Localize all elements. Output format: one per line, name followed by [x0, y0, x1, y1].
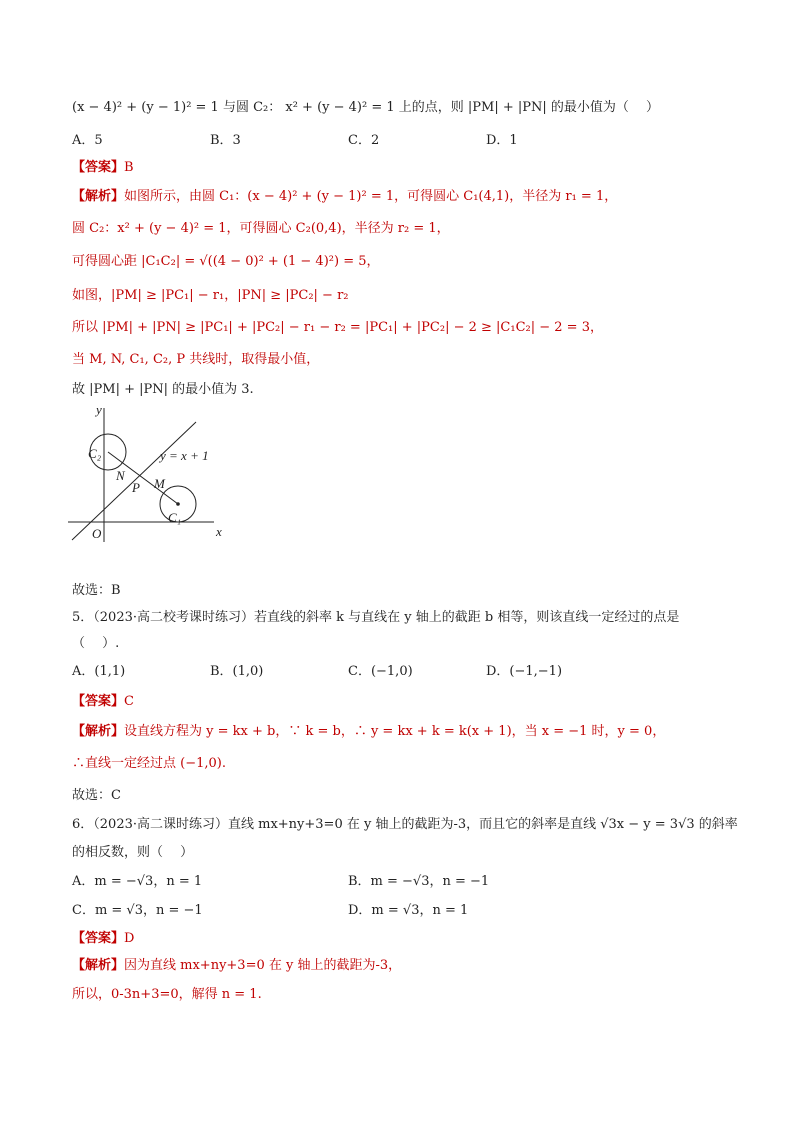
answer-line: [72, 158, 134, 178]
answer-tag: 【答案】: [72, 160, 125, 175]
analysis-text: 如图所示，由圆 C₁：(x − 4)² + (y − 1)² = 1，可得圆心 C₁(4,1)，半径为 r₁ = 1，: [124, 189, 618, 204]
q5-analysis-text: 设直线方程为 y = kx + b，∵ k = b，∴ y = kx + k = k(x + 1)，当 x = −1 时，y = 0，: [124, 724, 666, 739]
answer-value: B: [124, 160, 134, 175]
q5-option-b: B．(1,0): [210, 664, 264, 679]
x-axis-label: x: [216, 524, 222, 539]
q5-option-d: D．(−1,−1): [486, 664, 563, 679]
label-n: N: [116, 468, 125, 483]
option-c: C．2: [348, 133, 380, 148]
line-equation-label: y = x + 1: [160, 448, 209, 463]
q5-option-c: C．(−1,0): [348, 664, 413, 679]
question-stem-line: (x − 4)² + (y − 1)² = 1 与圆 C₂： x² + (y − 4)² = 1 上的点，则 |PM| + |PN| 的最小值为（ ）: [72, 100, 660, 115]
q6-analysis-tag: 【解析】: [72, 958, 125, 973]
analysis-line-4: 如图，|PM| ≥ |PC₁| − r₁，|PN| ≥ |PC₂| − r₂: [72, 288, 349, 303]
q5-analysis-tag: 【解析】: [72, 724, 125, 739]
option-b: B．3: [210, 133, 241, 148]
label-c1: C₁: [168, 510, 182, 525]
analysis-line-2: 圆 C₂：x² + (y − 4)² = 1，可得圆心 C₂(0,4)，半径为 r₂ = 1，: [72, 221, 450, 236]
q6-answer-value: D: [124, 931, 135, 946]
q5-answer-value: C: [124, 694, 134, 709]
analysis-line-5: 所以 |PM| + |PN| ≥ |PC₁| + |PC₂| − r₁ − r₂ = |PC₁| + |PC₂| − 2 ≥ |C₁C₂| − 2 = 3，: [72, 320, 603, 335]
center-c1-dot: [176, 502, 180, 506]
q6-analysis-line-1: [72, 956, 401, 976]
q6-analysis-text: 因为直线 mx+ny+3=0 在 y 轴上的截距为-3，: [124, 958, 402, 973]
label-c2: C₂: [88, 446, 102, 461]
analysis-line-1: [72, 187, 617, 207]
geometry-figure: [64, 402, 234, 544]
q6-option-a: A．m = −√3，n = 1: [72, 874, 203, 889]
q6-analysis-line-2: 所以，0-3n+3=0，解得 n = 1.: [72, 987, 262, 1002]
q6-answer-line: [72, 929, 134, 949]
q6-stem-1: 6．（2023·高二课时练习）直线 mx+ny+3=0 在 y 轴上的截距为-3，而且它的斜率是直线 √3x − y = 3√3 的斜率: [72, 817, 738, 832]
y-axis-label: y: [96, 402, 102, 417]
q6-option-b: B．m = −√3，n = −1: [348, 874, 490, 889]
option-a: A．5: [72, 133, 103, 148]
q5-analysis-line-2: ∴直线一定经过点 (−1,0).: [72, 756, 226, 771]
q6-answer-tag: 【答案】: [72, 931, 125, 946]
q5-answer-line: [72, 692, 134, 712]
origin-label: O: [92, 526, 102, 541]
q5-analysis-line-1: [72, 722, 665, 742]
q6-option-c: C．m = √3，n = −1: [72, 903, 203, 918]
label-p: P: [132, 480, 140, 495]
q6-stem-2: 的相反数，则（ ）: [72, 845, 194, 860]
q5-option-a: A．(1,1): [72, 664, 126, 679]
label-m: M: [154, 476, 165, 491]
analysis-line-7: 故 |PM| + |PN| 的最小值为 3.: [72, 382, 254, 397]
q5-stem-2: （ ）.: [72, 636, 120, 651]
choice-line: 故选：B: [72, 583, 121, 598]
analysis-line-3: 可得圆心距 |C₁C₂| = √((4 − 0)² + (1 − 4)²) = 5，: [72, 254, 380, 269]
q5-choice-line: 故选：C: [72, 788, 121, 803]
q6-option-d: D．m = √3，n = 1: [348, 903, 469, 918]
q5-stem-1: 5．（2023·高二校考课时练习）若直线的斜率 k 与直线在 y 轴上的截距 b 相等，则该直线一定经过的点是: [72, 610, 680, 625]
analysis-tag: 【解析】: [72, 189, 125, 204]
option-d: D．1: [486, 133, 518, 148]
analysis-line-6: 当 M, N, C₁, C₂, P 共线时，取得最小值，: [72, 352, 320, 367]
q5-answer-tag: 【答案】: [72, 694, 125, 709]
